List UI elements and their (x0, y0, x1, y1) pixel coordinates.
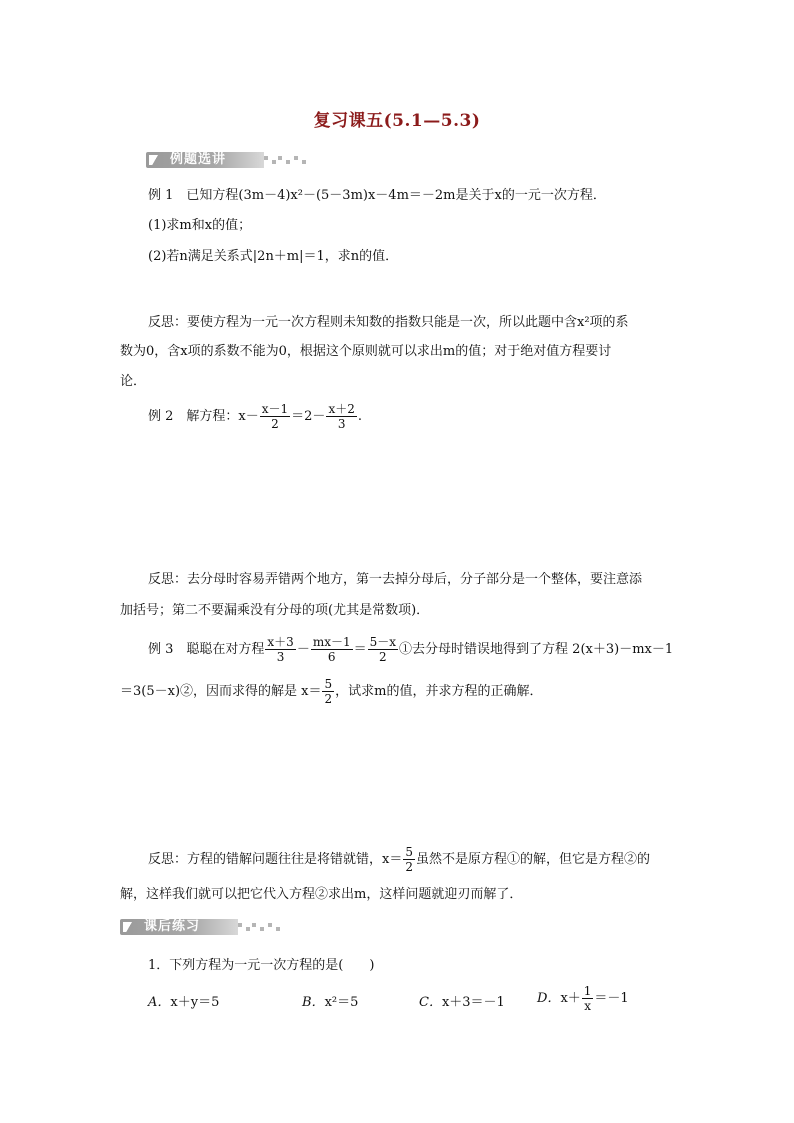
example3-reflection-start: 反思：方程的错解问题往往是将错就错，x＝ (148, 852, 403, 867)
fraction (260, 402, 290, 431)
example1-reflection-line1: 反思：要使方程为一元一次方程则未知数的指数只能是一次，所以此题中含x²项的系 (148, 315, 629, 330)
option-letter: A． (148, 995, 171, 1010)
fraction-numerator: x－1 (261, 402, 289, 416)
example1-reflection-line3: 论． (120, 374, 147, 389)
fraction (322, 677, 334, 706)
example1-reflection-line2: 数为0，含x项的系数不能为0，根据这个原则就可以求出m的值；对于绝对值方程要讨 (120, 344, 612, 359)
example3-statement-line1 (148, 635, 673, 664)
example3-reflection-line1 (148, 845, 650, 874)
minus-sign: － (296, 642, 310, 657)
example2-middle: ＝2－ (291, 409, 326, 424)
option-text-start: x＋ (560, 991, 581, 1006)
example2-statement (148, 402, 362, 431)
example2-prefix: 例 2 解方程：x－ (148, 409, 259, 424)
fraction-denominator: 2 (405, 860, 413, 874)
example3-after: ①去分母时错误地得到了方程 2(x＋3)－mx－1 (399, 642, 674, 657)
example1-statement: 例 1 已知方程(3m－4)x²－(5－3m)x－4m＝－2m是关于x的一元一次方程． (148, 188, 606, 203)
option-text: x＋3＝－1 (441, 995, 505, 1010)
example3-reflection-end: 虽然不是原方程①的解，但它是方程②的 (415, 852, 650, 867)
section-banner-examples (146, 149, 326, 171)
example3-reflection-line2: 解，这样我们就可以把它代入方程②求出m，这样问题就迎刃而解了． (120, 887, 523, 902)
fraction-denominator: 3 (337, 417, 346, 431)
example3-prefix: 例 3 聪聪在对方程 (148, 642, 265, 657)
example1-question2: (2)若n满足关系式|2n＋m|＝1，求n的值． (148, 249, 399, 264)
fraction-numerator: 5 (324, 677, 333, 691)
fraction (368, 635, 398, 664)
option-text-end: ＝－1 (594, 991, 629, 1006)
option-letter: B． (302, 995, 325, 1010)
equals-sign: ＝ (353, 642, 367, 657)
fraction (311, 635, 353, 664)
dots-decoration (238, 923, 298, 933)
example2-suffix: . (357, 409, 362, 424)
practice-question1: 1．下列方程为一元一次方程的是( ) (148, 958, 375, 973)
option-letter: C． (419, 995, 442, 1010)
fraction-numerator: 5 (405, 845, 413, 859)
option-letter: D． (537, 991, 561, 1006)
fraction-denominator: 3 (276, 650, 285, 664)
option-text: x²＝5 (324, 995, 359, 1010)
option-text: x＋y＝5 (170, 995, 220, 1010)
example2-reflection-line2: 加括号；第二不要漏乘没有分母的项(尤其是常数项)． (120, 603, 430, 618)
dots-decoration (264, 156, 324, 166)
fraction (403, 845, 415, 874)
arrow-icon (149, 155, 163, 165)
option-c (419, 992, 505, 1014)
fraction-numerator: x＋3 (267, 635, 294, 649)
arrow-icon (123, 922, 137, 932)
section-label-examples: 例题选讲 (170, 152, 227, 167)
fraction-denominator: 2 (379, 650, 387, 664)
fraction (326, 402, 356, 431)
fraction (265, 635, 295, 664)
fraction (582, 984, 594, 1013)
option-a (148, 992, 219, 1014)
fraction-denominator: 6 (327, 650, 336, 664)
section-banner-practice (120, 916, 300, 938)
example3-statement-line2 (120, 677, 542, 706)
example1-question1: (1)求m和x的值； (148, 218, 252, 233)
fraction-denominator: x (584, 999, 591, 1013)
page-title: 复习课五(5.1—5.3) (313, 111, 481, 131)
example3-line2-start: ＝3(5－x)②，因而求得的解是 x＝ (120, 684, 322, 699)
option-b (302, 992, 358, 1014)
fraction-denominator: 2 (324, 692, 333, 706)
fraction-denominator: 2 (271, 417, 279, 431)
example3-line2-end: ，试求m的值，并求方程的正确解． (335, 684, 543, 699)
option-d (537, 984, 629, 1013)
fraction-numerator: x＋2 (328, 402, 355, 416)
section-label-practice: 课后练习 (144, 919, 201, 934)
fraction-numerator: 5－x (369, 635, 397, 649)
fraction-numerator: mx－1 (312, 635, 351, 649)
example2-reflection-line1: 反思：去分母时容易弄错两个地方，第一去掉分母后，分子部分是一个整体，要注意添 (148, 572, 643, 587)
fraction-numerator: 1 (583, 984, 592, 998)
